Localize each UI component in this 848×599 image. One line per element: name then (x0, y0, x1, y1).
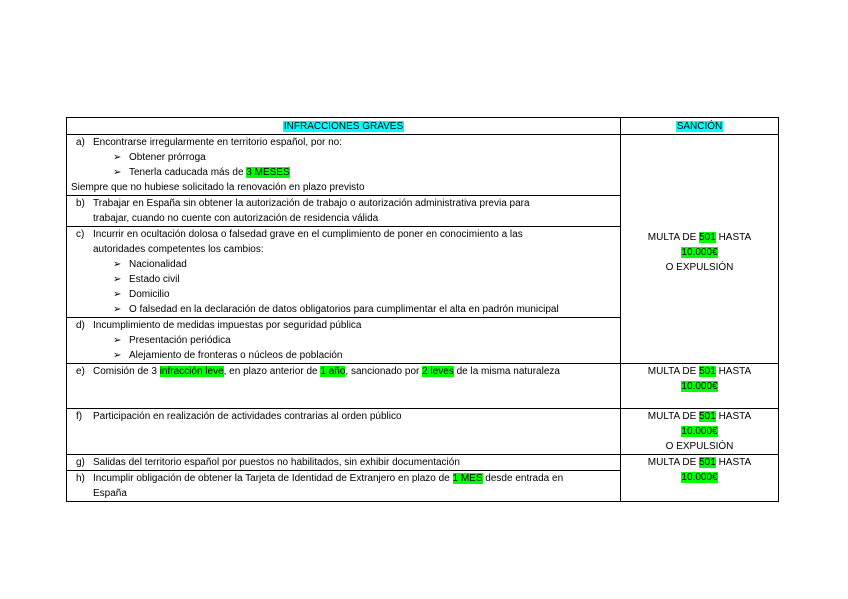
highlight-text: 3 MESES (246, 167, 290, 178)
bullet-text: O falsedad en la declaración de datos obligatorios para cumplimentar el alta en padrón municipal (129, 304, 559, 315)
item-note: Siempre que no hubiese solicitado la renovación en plazo previsto (71, 182, 365, 193)
bullet-text: Tenerla caducada más de (129, 167, 247, 178)
item-letter: g) (76, 457, 85, 468)
sanction-hasta: HASTA (715, 411, 752, 422)
sanction-hasta: HASTA (715, 231, 752, 243)
arrow-bullet-icon: ➢ (113, 335, 122, 346)
sanction-max: 10.000€ (681, 381, 718, 392)
bullet-text: Nacionalidad (129, 259, 187, 270)
sanction-expulsion: O EXPULSIÓN (665, 261, 734, 273)
item-text: Encontrarse irregularmente en territorio español, por no: (93, 137, 343, 148)
sanction-hasta: HASTA (715, 457, 752, 468)
bullet-text: Obtener prórroga (129, 152, 206, 163)
item-text: desde entrada en (482, 473, 564, 484)
sanction-hasta: HASTA (715, 366, 752, 377)
item-d (67, 318, 620, 363)
item-text: de la misma naturaleza (453, 366, 560, 377)
header-infracciones (67, 118, 621, 135)
bullet-text: Domicilio (129, 289, 170, 300)
item-text: Salidas del territorio español por puestos no habilitados, sin exhibir documentación (93, 457, 460, 468)
item-letter: e) (76, 366, 85, 377)
item-letter: a) (76, 137, 85, 148)
header-sancion-label: SANCIÓN (676, 120, 723, 132)
item-gh (67, 455, 621, 502)
header-sancion (621, 118, 779, 135)
bullet-text: Estado civil (129, 274, 180, 285)
sanction-amount: 501 (699, 457, 716, 468)
item-g (67, 455, 620, 471)
item-letter: f) (76, 411, 83, 422)
bullet-text: Alejamiento de fronteras o núcleos de población (129, 350, 343, 361)
arrow-bullet-icon: ➢ (113, 259, 122, 270)
item-b (67, 196, 621, 227)
item-h (67, 471, 620, 501)
highlight-text: 1 MES (452, 473, 483, 484)
sanction-cell-abcd (621, 135, 779, 364)
item-letter: h) (76, 473, 85, 484)
sanction-multa: MULTA DE (647, 231, 700, 243)
highlight-text: infracción leve (159, 366, 224, 377)
item-text: trabajar, cuando no cuente con autorización de residencia válida (93, 213, 379, 224)
table-row (67, 409, 779, 455)
bullet-text: Presentación periódica (129, 335, 231, 346)
infractions-table (66, 117, 779, 502)
item-cd (67, 227, 621, 364)
item-a (67, 135, 621, 196)
sanction-multa: MULTA DE (647, 457, 700, 468)
item-text: Trabajar en España sin obtener la autorización de trabajo o autorización administrativa previa para (93, 198, 530, 209)
sanction-amount: 501 (699, 366, 716, 377)
table-header-row (67, 118, 779, 135)
item-text: , en plazo anterior de (223, 366, 321, 377)
item-letter: d) (76, 320, 85, 331)
sanction-cell-f (621, 409, 779, 455)
item-text: autoridades competentes los cambios: (93, 244, 264, 255)
arrow-bullet-icon: ➢ (113, 350, 122, 361)
highlight-text: 1 año (320, 366, 346, 377)
arrow-bullet-icon: ➢ (113, 274, 122, 285)
sanction-expulsion: O EXPULSIÓN (665, 441, 734, 452)
header-infracciones-label: INFRACCIONES GRAVES (283, 120, 404, 132)
item-c (67, 227, 620, 318)
sanction-multa: MULTA DE (647, 411, 700, 422)
item-letter: c) (76, 229, 85, 240)
table-row (67, 135, 779, 196)
item-e (67, 364, 621, 409)
sanction-multa: MULTA DE (647, 366, 700, 377)
table-row (67, 364, 779, 409)
sanction-cell-e (621, 364, 779, 409)
sanction-max: 10.000€ (681, 246, 718, 258)
sanction-max: 10.000€ (681, 472, 718, 483)
arrow-bullet-icon: ➢ (113, 289, 122, 300)
item-f (67, 409, 621, 455)
item-text: Incumplir obligación de obtener la Tarjeta de Identidad de Extranjero en plazo de (93, 473, 453, 484)
item-text: Comisión de 3 (93, 366, 160, 377)
arrow-bullet-icon: ➢ (113, 167, 122, 178)
item-text: , sancionado por (345, 366, 423, 377)
item-text: Incurrir en ocultación dolosa o falsedad grave en el cumplimiento de poner en conocimiento a las (93, 229, 523, 240)
item-text: Incumplimiento de medidas impuestas por seguridad pública (93, 320, 362, 331)
sanction-cell-gh (621, 455, 779, 502)
item-text: España (93, 488, 127, 499)
sanction-max: 10.000€ (681, 426, 718, 437)
arrow-bullet-icon: ➢ (113, 304, 122, 315)
table-row (67, 455, 779, 502)
arrow-bullet-icon: ➢ (113, 152, 122, 163)
sanction-amount: 501 (699, 411, 716, 422)
item-text: Participación en realización de actividades contrarias al orden público (93, 411, 402, 422)
item-letter: b) (76, 198, 85, 209)
sanction-amount: 501 (699, 231, 716, 243)
highlight-text: 2 leves (422, 366, 454, 377)
